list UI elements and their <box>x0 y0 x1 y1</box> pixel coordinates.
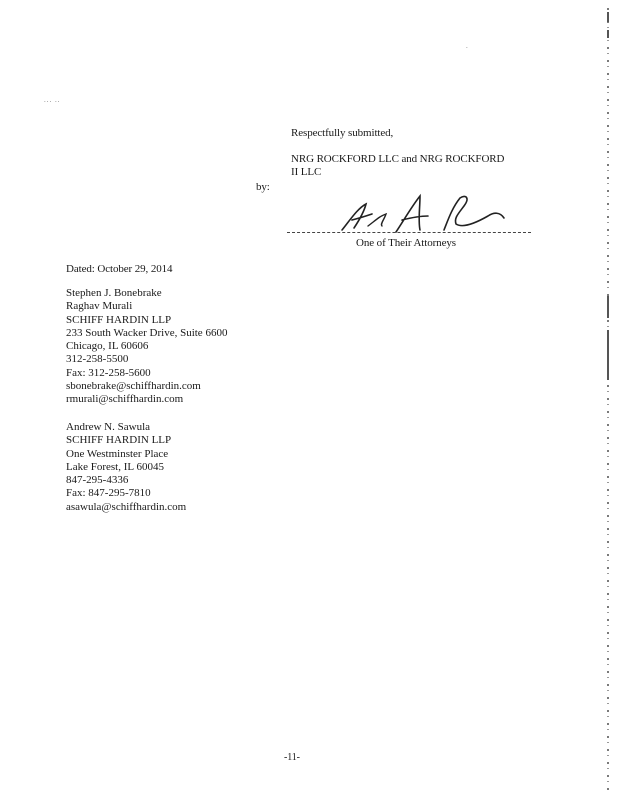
scan-edge-mark <box>607 330 609 380</box>
scan-artifact-top-right: . <box>466 42 469 50</box>
scan-edge-mark <box>607 30 609 38</box>
respectfully-submitted: Respectfully submitted, <box>291 127 394 139</box>
counsel-line: Andrew N. Sawula <box>66 421 151 433</box>
counsel-line: 233 South Wacker Drive, Suite 6600 <box>66 326 228 339</box>
counsel-block-1 <box>66 287 227 407</box>
counsel-line: Lake Forest, IL 60045 <box>66 460 164 473</box>
counsel-block-2 <box>66 421 186 514</box>
counsel-email: sbonebrake@schiffhardin.com <box>66 380 201 393</box>
counsel-line: Fax: 847-295-7810 <box>66 487 151 500</box>
counsel-line: 847-295-4336 <box>66 474 129 487</box>
counsel-line: SCHIFF HARDIN LLP <box>66 313 172 326</box>
counsel-line: Fax: 312-258-5600 <box>66 366 151 379</box>
party-name-line1: NRG ROCKFORD LLC and NRG ROCKFORD <box>291 153 505 165</box>
counsel-line: Raghav Murali <box>66 300 133 313</box>
scan-edge-border <box>607 8 609 792</box>
signature-caption: One of Their Attorneys <box>356 237 456 249</box>
signature-line <box>287 232 531 233</box>
scan-edge-mark <box>607 12 609 22</box>
scan-edge-mark <box>607 296 609 318</box>
page-number: -11- <box>284 752 300 763</box>
dated-line: Dated: October 29, 2014 <box>66 263 173 275</box>
by-label: by: <box>256 181 270 193</box>
counsel-line: 312-258-5500 <box>66 353 129 366</box>
scan-artifact-top-left: ... .. <box>44 96 61 104</box>
party-name-line2: II LLC <box>291 166 322 178</box>
counsel-email: asawula@schiffhardin.com <box>66 500 187 513</box>
counsel-line: One Westminster Place <box>66 447 169 460</box>
counsel-line: SCHIFF HARDIN LLP <box>66 434 172 447</box>
counsel-line: Chicago, IL 60606 <box>66 340 149 353</box>
counsel-line: Stephen J. Bonebrake <box>66 287 162 299</box>
counsel-email: rmurali@schiffhardin.com <box>66 393 184 406</box>
